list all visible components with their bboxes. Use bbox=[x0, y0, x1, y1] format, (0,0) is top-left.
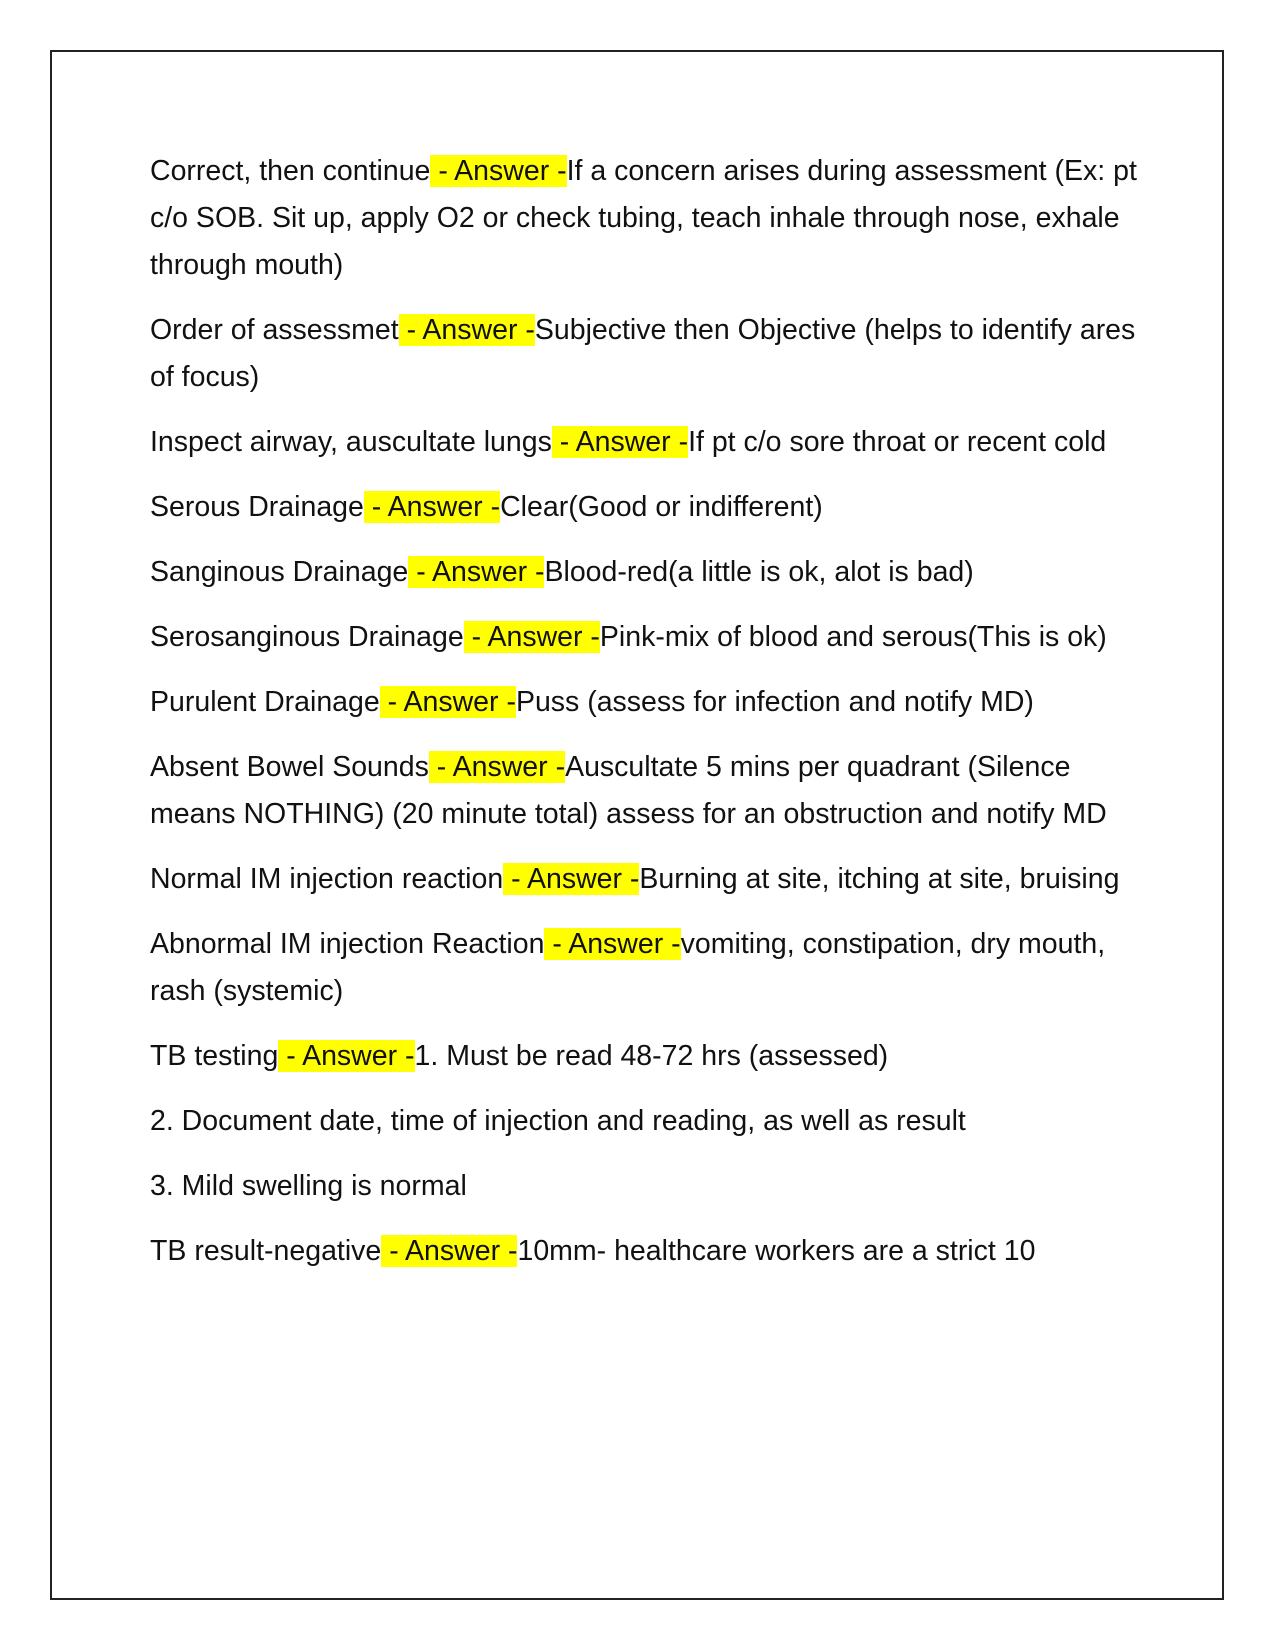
entry-answer: If pt c/o sore throat or recent cold bbox=[688, 426, 1107, 458]
qa-entry bbox=[150, 148, 1140, 289]
entry-answer: 10mm- healthcare workers are a strict 10 bbox=[517, 1235, 1036, 1267]
entry-answer: Blood-red(a little is ok, alot is bad) bbox=[544, 556, 974, 588]
qa-entry bbox=[150, 614, 1140, 661]
qa-entry bbox=[150, 419, 1140, 466]
answer-highlight: - Answer - bbox=[551, 426, 689, 458]
answer-highlight: - Answer - bbox=[430, 155, 567, 187]
plain-line: 3. Mild swelling is normal bbox=[150, 1170, 467, 1202]
answer-highlight: - Answer - bbox=[503, 863, 640, 895]
qa-entry bbox=[150, 307, 1140, 401]
entry-term: Correct, then continue bbox=[150, 155, 431, 187]
entry-term: Normal IM injection reaction bbox=[150, 863, 504, 895]
answer-highlight: - Answer - bbox=[278, 1040, 415, 1072]
entry-term: Purulent Drainage bbox=[150, 686, 380, 718]
entry-answer: Pink-mix of blood and serous(This is ok) bbox=[599, 621, 1107, 653]
answer-highlight: - Answer - bbox=[381, 1235, 518, 1267]
qa-entry bbox=[150, 744, 1140, 838]
answer-highlight: - Answer - bbox=[363, 491, 501, 523]
entry-term: TB testing bbox=[150, 1040, 279, 1072]
qa-entry bbox=[150, 856, 1140, 903]
answer-highlight: - Answer - bbox=[544, 928, 681, 960]
plain-line: 2. Document date, time of injection and reading, as well as result bbox=[150, 1105, 966, 1137]
answer-highlight: - Answer - bbox=[408, 556, 545, 588]
entry-answer: Burning at site, itching at site, bruising bbox=[639, 863, 1120, 895]
entry-term: Abnormal IM injection Reaction bbox=[150, 928, 545, 960]
entry-term: Serous Drainage bbox=[150, 491, 364, 523]
entry-term: Order of assessmet bbox=[150, 314, 399, 346]
entry-answer: vomiting, constipation, dry mouth, rash (systemic) bbox=[150, 928, 1106, 1007]
entry-answer: 1. Must be read 48-72 hrs (assessed) bbox=[414, 1040, 889, 1072]
qa-entry bbox=[150, 484, 1140, 531]
entry-term: TB result-negative bbox=[150, 1235, 382, 1267]
answer-highlight: - Answer - bbox=[379, 686, 516, 718]
qa-entry bbox=[150, 1228, 1140, 1275]
answer-highlight: - Answer - bbox=[463, 621, 600, 653]
entry-term: Serosanginous Drainage bbox=[150, 621, 464, 653]
qa-entry bbox=[150, 1033, 1140, 1080]
answer-highlight: - Answer - bbox=[398, 314, 535, 346]
qa-entry bbox=[150, 921, 1140, 1015]
entry-answer: Auscultate 5 mins per quadrant (Silence means NOTHING) (20 minute total) assess for an obstruction and notify MD bbox=[150, 751, 1107, 830]
entry-term: Sanginous Drainage bbox=[150, 556, 409, 588]
entry-term: Absent Bowel Sounds bbox=[150, 751, 429, 783]
entry-answer: Subjective then Objective (helps to identify ares of focus) bbox=[150, 314, 1136, 393]
answer-highlight: - Answer - bbox=[428, 751, 566, 783]
entry-answer: Clear(Good or indifferent) bbox=[500, 491, 823, 523]
qa-entry bbox=[150, 679, 1140, 726]
document-body bbox=[150, 148, 1140, 1293]
qa-entry bbox=[150, 549, 1140, 596]
entry-answer: Puss (assess for infection and notify MD) bbox=[515, 686, 1034, 718]
entry-term: Inspect airway, auscultate lungs bbox=[150, 426, 552, 458]
entry-answer: If a concern arises during assessment (Ex: pt c/o SOB. Sit up, apply O2 or check tubing, teach inhale through nose, exhale through mouth) bbox=[150, 155, 1137, 281]
